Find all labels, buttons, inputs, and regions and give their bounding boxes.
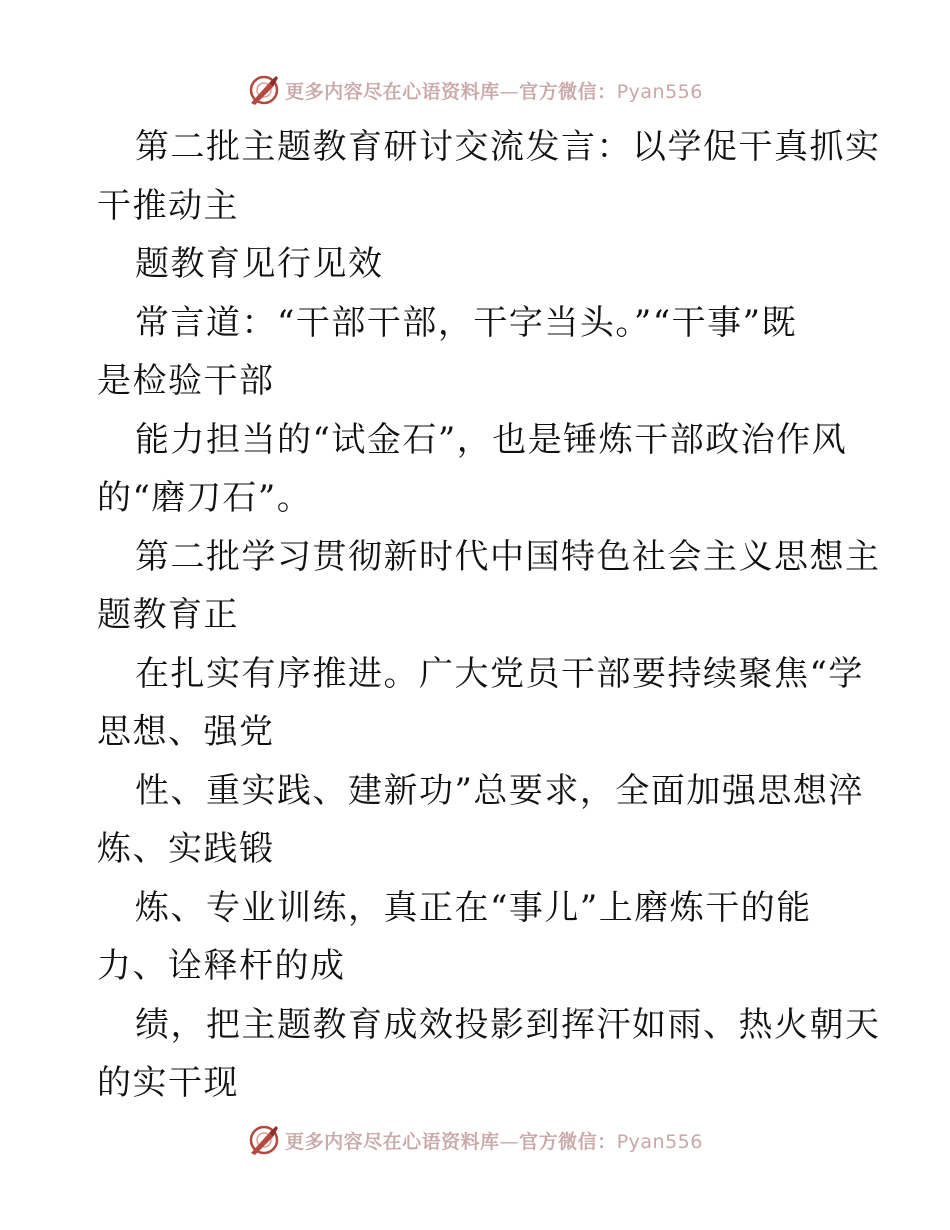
header-watermark (0, 70, 950, 110)
watermark-slogan: 更多内容尽在心语资料库 (285, 1130, 500, 1153)
watermark-id: Pyan556 (616, 80, 703, 103)
text-line: 常言道：“干部干部，干字当头。”“干事”既 (135, 302, 798, 343)
watermark-text (285, 77, 703, 104)
text-line: 炼、专业训练，真正在“事儿”上磨炼干的能 (135, 887, 812, 928)
watermark-separator: — (499, 80, 520, 103)
text-line: 题教育正 (97, 595, 239, 635)
text-line: 思想、强党 (97, 712, 275, 752)
text-line: 第二批学习贯彻新时代中国特色社会主义思想主 (135, 536, 881, 577)
text-line: 性、重实践、建新功”总要求，全面加强思想淬 (135, 770, 864, 811)
text-line: 的“磨刀石”。 (97, 478, 313, 518)
text-line: 干推动主 (97, 185, 239, 226)
watermark-text (285, 1127, 703, 1154)
text-line: 是检验干部 (97, 361, 275, 401)
pen-logo-icon (247, 1123, 281, 1157)
watermark-slogan: 更多内容尽在心语资料库 (285, 80, 500, 103)
footer-watermark (0, 1120, 950, 1160)
text-line: 能力担当的“试金石”，也是锤炼干部政治作风 (135, 419, 848, 460)
text-line: 题教育见行见效 (135, 244, 384, 284)
text-line: 力、诠释杆的成 (97, 946, 346, 986)
text-line: 的实干现 (97, 1063, 239, 1103)
watermark-separator: — (499, 1130, 520, 1153)
document-body (97, 118, 881, 1113)
text-line: 第二批主题教育研讨交流发言：以学促干真抓实 (135, 127, 881, 167)
watermark-contact: 官方微信： (519, 80, 617, 103)
text-line: 在扎实有序推进。广大党员干部要持续聚焦“学 (135, 653, 864, 694)
watermark-contact: 官方微信： (519, 1130, 617, 1153)
text-line: 绩，把主题教育成效投影到挥汗如雨、热火朝天 (135, 1004, 881, 1045)
watermark-id: Pyan556 (616, 1130, 703, 1153)
pen-logo-icon (247, 73, 281, 107)
text-line: 炼、实践锻 (97, 829, 275, 869)
